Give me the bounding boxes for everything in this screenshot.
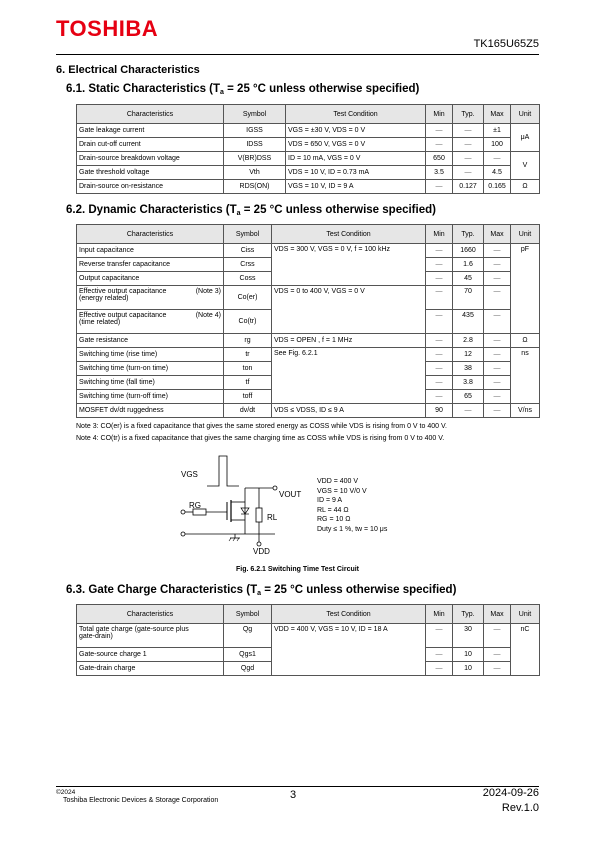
table-row [77, 348, 540, 362]
param-line: Duty ≤ 1 %, tw = 10 μs [317, 525, 388, 533]
col-header: Test Condition [272, 225, 426, 244]
unit: V [511, 152, 540, 180]
max: ― [484, 310, 511, 334]
input-terminal [181, 510, 185, 514]
symbol: Vth [224, 166, 286, 180]
col-header: Characteristics [77, 105, 224, 124]
max: ― [484, 662, 511, 676]
vout-label: VOUT [279, 490, 302, 499]
publish-date: 2024-09-26 [482, 787, 539, 799]
company-name: Toshiba Electronic Devices & Storage Corporation [63, 797, 219, 804]
symbol: dv/dt [224, 404, 272, 418]
static-characteristics-table [76, 104, 540, 194]
max: ― [484, 404, 511, 418]
typ: ― [453, 152, 484, 166]
min: ― [426, 362, 453, 376]
condition: VDS ≤ VDSS, ID ≤ 9 A [272, 404, 426, 418]
min: ― [426, 334, 453, 348]
unit: Ω [511, 334, 540, 348]
characteristic: Switching time (turn-on time) [77, 362, 224, 376]
vgs-label: VGS [181, 470, 198, 479]
typ: ― [453, 166, 484, 180]
table-row [77, 138, 540, 152]
max: ― [484, 258, 511, 272]
col-header: Symbol [224, 105, 286, 124]
table-row [77, 286, 540, 310]
switching-test-circuit [175, 450, 315, 562]
min: ― [426, 180, 453, 194]
gate-charge-heading: 6.3. Gate Charge Characteristics ($T_a = 25$ °C unless otherwise specified) [66, 584, 457, 597]
col-header: Unit [511, 225, 540, 244]
symbol: RDS(ON) [224, 180, 286, 194]
max: ― [484, 348, 511, 362]
param-line: VDD = 400 V [317, 478, 359, 485]
max: ― [484, 390, 511, 404]
figure-caption: Fig. 6.2.1 Switching Time Test Circuit [235, 566, 360, 573]
col-header: Max [484, 105, 511, 124]
min: ― [426, 376, 453, 390]
table-row [77, 180, 540, 194]
copyright: ©2024 [56, 789, 76, 796]
max: ― [484, 334, 511, 348]
unit: ns [511, 348, 540, 404]
condition: VDS = 300 V, VGS = 0 V, f = 100 kHz [272, 244, 426, 286]
part-number: TK165U65Z5 [473, 38, 539, 50]
col-header: Symbol [224, 605, 272, 624]
characteristic: Switching time (fall time) [77, 376, 224, 390]
condition: VGS = 10 V, ID = 9 A [286, 180, 426, 194]
page-number: 3 [290, 789, 297, 801]
col-header: Unit [511, 605, 540, 624]
rl-label: RL [267, 513, 278, 522]
characteristic: MOSFET dv/dt ruggedness [77, 404, 224, 418]
typ: ― [453, 404, 484, 418]
note-3: Note 3: CO(er) is a fixed capacitance that gives the same stored energy as COSS while VDS is rising from 0 V to 400 V. [76, 423, 447, 430]
min: ― [426, 138, 453, 152]
vdd-terminal [257, 542, 261, 546]
revision: Rev.1.0 [501, 802, 539, 814]
typ: 10 [453, 648, 484, 662]
table-header-row [77, 225, 540, 244]
condition: See Fig. 6.2.1 [272, 348, 426, 404]
dynamic-characteristics-table [76, 224, 540, 418]
typ: 0.127 [453, 180, 484, 194]
min: ― [426, 124, 453, 138]
characteristic: Drain-source on-resistance [77, 180, 224, 194]
col-header: Max [484, 225, 511, 244]
max: ― [484, 272, 511, 286]
header-divider [56, 54, 539, 55]
symbol: IGSS [224, 124, 286, 138]
toshiba-logo: TOSHIBA [56, 16, 159, 41]
condition: VDS = 0 to 400 V, VGS = 0 V [272, 286, 426, 334]
characteristic: Gate-source charge 1 [77, 648, 224, 662]
typ: 435 [453, 310, 484, 334]
unit: μA [511, 124, 540, 152]
test-conditions [317, 477, 387, 534]
col-header: Symbol [224, 225, 272, 244]
characteristic: Gate-drain charge [77, 662, 224, 676]
notes [76, 421, 447, 444]
characteristic: Effective output capacitance (Note 3) (energy related) [77, 286, 224, 310]
typ: 65 [453, 390, 484, 404]
min: 3.5 [426, 166, 453, 180]
max: ― [484, 376, 511, 390]
col-header: Typ. [453, 105, 484, 124]
characteristic: Input capacitance [77, 244, 224, 258]
col-header: Characteristics [77, 605, 224, 624]
gate-charge-table [76, 604, 540, 676]
vout-terminal [273, 486, 277, 490]
condition: VDS = 10 V, ID = 0.73 mA [286, 166, 426, 180]
condition: VDS = 650 V, VGS = 0 V [286, 138, 426, 152]
table-row [77, 124, 540, 138]
col-header: Min [426, 225, 453, 244]
typ: 12 [453, 348, 484, 362]
typ: 1660 [453, 244, 484, 258]
col-header: Typ. [453, 225, 484, 244]
table-row [77, 166, 540, 180]
max: ±1 [484, 124, 511, 138]
symbol: Coss [224, 272, 272, 286]
min: ― [426, 648, 453, 662]
table-row [77, 334, 540, 348]
col-header: Test Condition [272, 605, 426, 624]
min: ― [426, 286, 453, 310]
symbol: ton [224, 362, 272, 376]
characteristic: Effective output capacitance (Note 4) (time related) [77, 310, 224, 334]
characteristic: Gate resistance [77, 334, 224, 348]
unit: Ω [511, 180, 540, 194]
col-header: Min [426, 605, 453, 624]
max: ― [484, 648, 511, 662]
section-title: 6. Electrical Characteristics [56, 64, 200, 76]
unit: pF [511, 244, 540, 334]
col-header: Min [426, 105, 453, 124]
param-line: VGS = 10 V/0 V [317, 487, 367, 495]
symbol: toff [224, 390, 272, 404]
characteristic: Gate leakage current [77, 124, 224, 138]
typ: 10 [453, 662, 484, 676]
typ: 1.6 [453, 258, 484, 272]
condition: ID = 10 mA, VGS = 0 V [286, 152, 426, 166]
symbol: Crss [224, 258, 272, 272]
condition: VDS = OPEN , f = 1 MHz [272, 334, 426, 348]
min: ― [426, 348, 453, 362]
static-heading: 6.1. Static Characteristics ($T_a = 25$ °C unless otherwise specified) [66, 83, 420, 96]
typ: ― [453, 124, 484, 138]
table-row [77, 404, 540, 418]
pulse-waveform [207, 456, 239, 486]
max: ― [484, 286, 511, 310]
unit: V/ns [511, 404, 540, 418]
rg-label: RG [189, 501, 201, 510]
max: ― [484, 244, 511, 258]
symbol: Co(tr) [224, 310, 272, 334]
min: 90 [426, 404, 453, 418]
characteristic: Switching time (turn-off time) [77, 390, 224, 404]
unit: nC [511, 624, 540, 676]
min: ― [426, 662, 453, 676]
param-line: RG = 10 Ω [317, 516, 351, 523]
characteristic: Total gate charge (gate-source plus gate-drain) [77, 624, 224, 648]
typ: 38 [453, 362, 484, 376]
min: ― [426, 272, 453, 286]
col-header: Max [484, 605, 511, 624]
col-header: Typ. [453, 605, 484, 624]
min: ― [426, 624, 453, 648]
load-resistor [256, 508, 262, 522]
condition: VDD = 400 V, VGS = 10 V, ID = 18 A [272, 624, 426, 676]
min: 650 [426, 152, 453, 166]
max: 4.5 [484, 166, 511, 180]
symbol: Qgs1 [224, 648, 272, 662]
characteristic: Output capacitance [77, 272, 224, 286]
max: ― [484, 152, 511, 166]
table-row [77, 244, 540, 258]
max: 0.165 [484, 180, 511, 194]
col-header: Test Condition [286, 105, 426, 124]
symbol: Co(er) [224, 286, 272, 310]
characteristic: Gate threshold voltage [77, 166, 224, 180]
characteristic: Drain cut-off current [77, 138, 224, 152]
min: ― [426, 390, 453, 404]
min: ― [426, 258, 453, 272]
typ: 45 [453, 272, 484, 286]
symbol: Ciss [224, 244, 272, 258]
col-header: Characteristics [77, 225, 224, 244]
col-header: Unit [511, 105, 540, 124]
symbol: IDSS [224, 138, 286, 152]
vdd-label: VDD [253, 547, 270, 556]
symbol: V(BR)DSS [224, 152, 286, 166]
typ: 70 [453, 286, 484, 310]
characteristic: Switching time (rise time) [77, 348, 224, 362]
typ: ― [453, 138, 484, 152]
symbol: Qg [224, 624, 272, 648]
symbol: tf [224, 376, 272, 390]
param-line: RL = 44 Ω [317, 506, 349, 514]
typ: 3.8 [453, 376, 484, 390]
symbol: Qgd [224, 662, 272, 676]
max: ― [484, 624, 511, 648]
typ: 2.8 [453, 334, 484, 348]
symbol: rg [224, 334, 272, 348]
min: ― [426, 244, 453, 258]
symbol: tr [224, 348, 272, 362]
max: 100 [484, 138, 511, 152]
table-row [77, 152, 540, 166]
dynamic-heading: 6.2. Dynamic Characteristics ($T_a = 25$ °C unless otherwise specified) [66, 204, 436, 217]
table-header-row [77, 105, 540, 124]
table-row [77, 624, 540, 648]
param-line: ID = 9 A [317, 497, 343, 504]
characteristic: Reverse transfer capacitance [77, 258, 224, 272]
footer-divider [56, 786, 539, 787]
note-4: Note 4: CO(tr) is a fixed capacitance that gives the same charging time as COSS while VDS is rising from 0 V to 400 V. [76, 434, 445, 442]
typ: 30 [453, 624, 484, 648]
input-ground-terminal [181, 532, 185, 536]
condition: VGS = ±30 V, VDS = 0 V [286, 124, 426, 138]
min: ― [426, 310, 453, 334]
characteristic: Drain-source breakdown voltage [77, 152, 224, 166]
table-header-row [77, 605, 540, 624]
max: ― [484, 362, 511, 376]
